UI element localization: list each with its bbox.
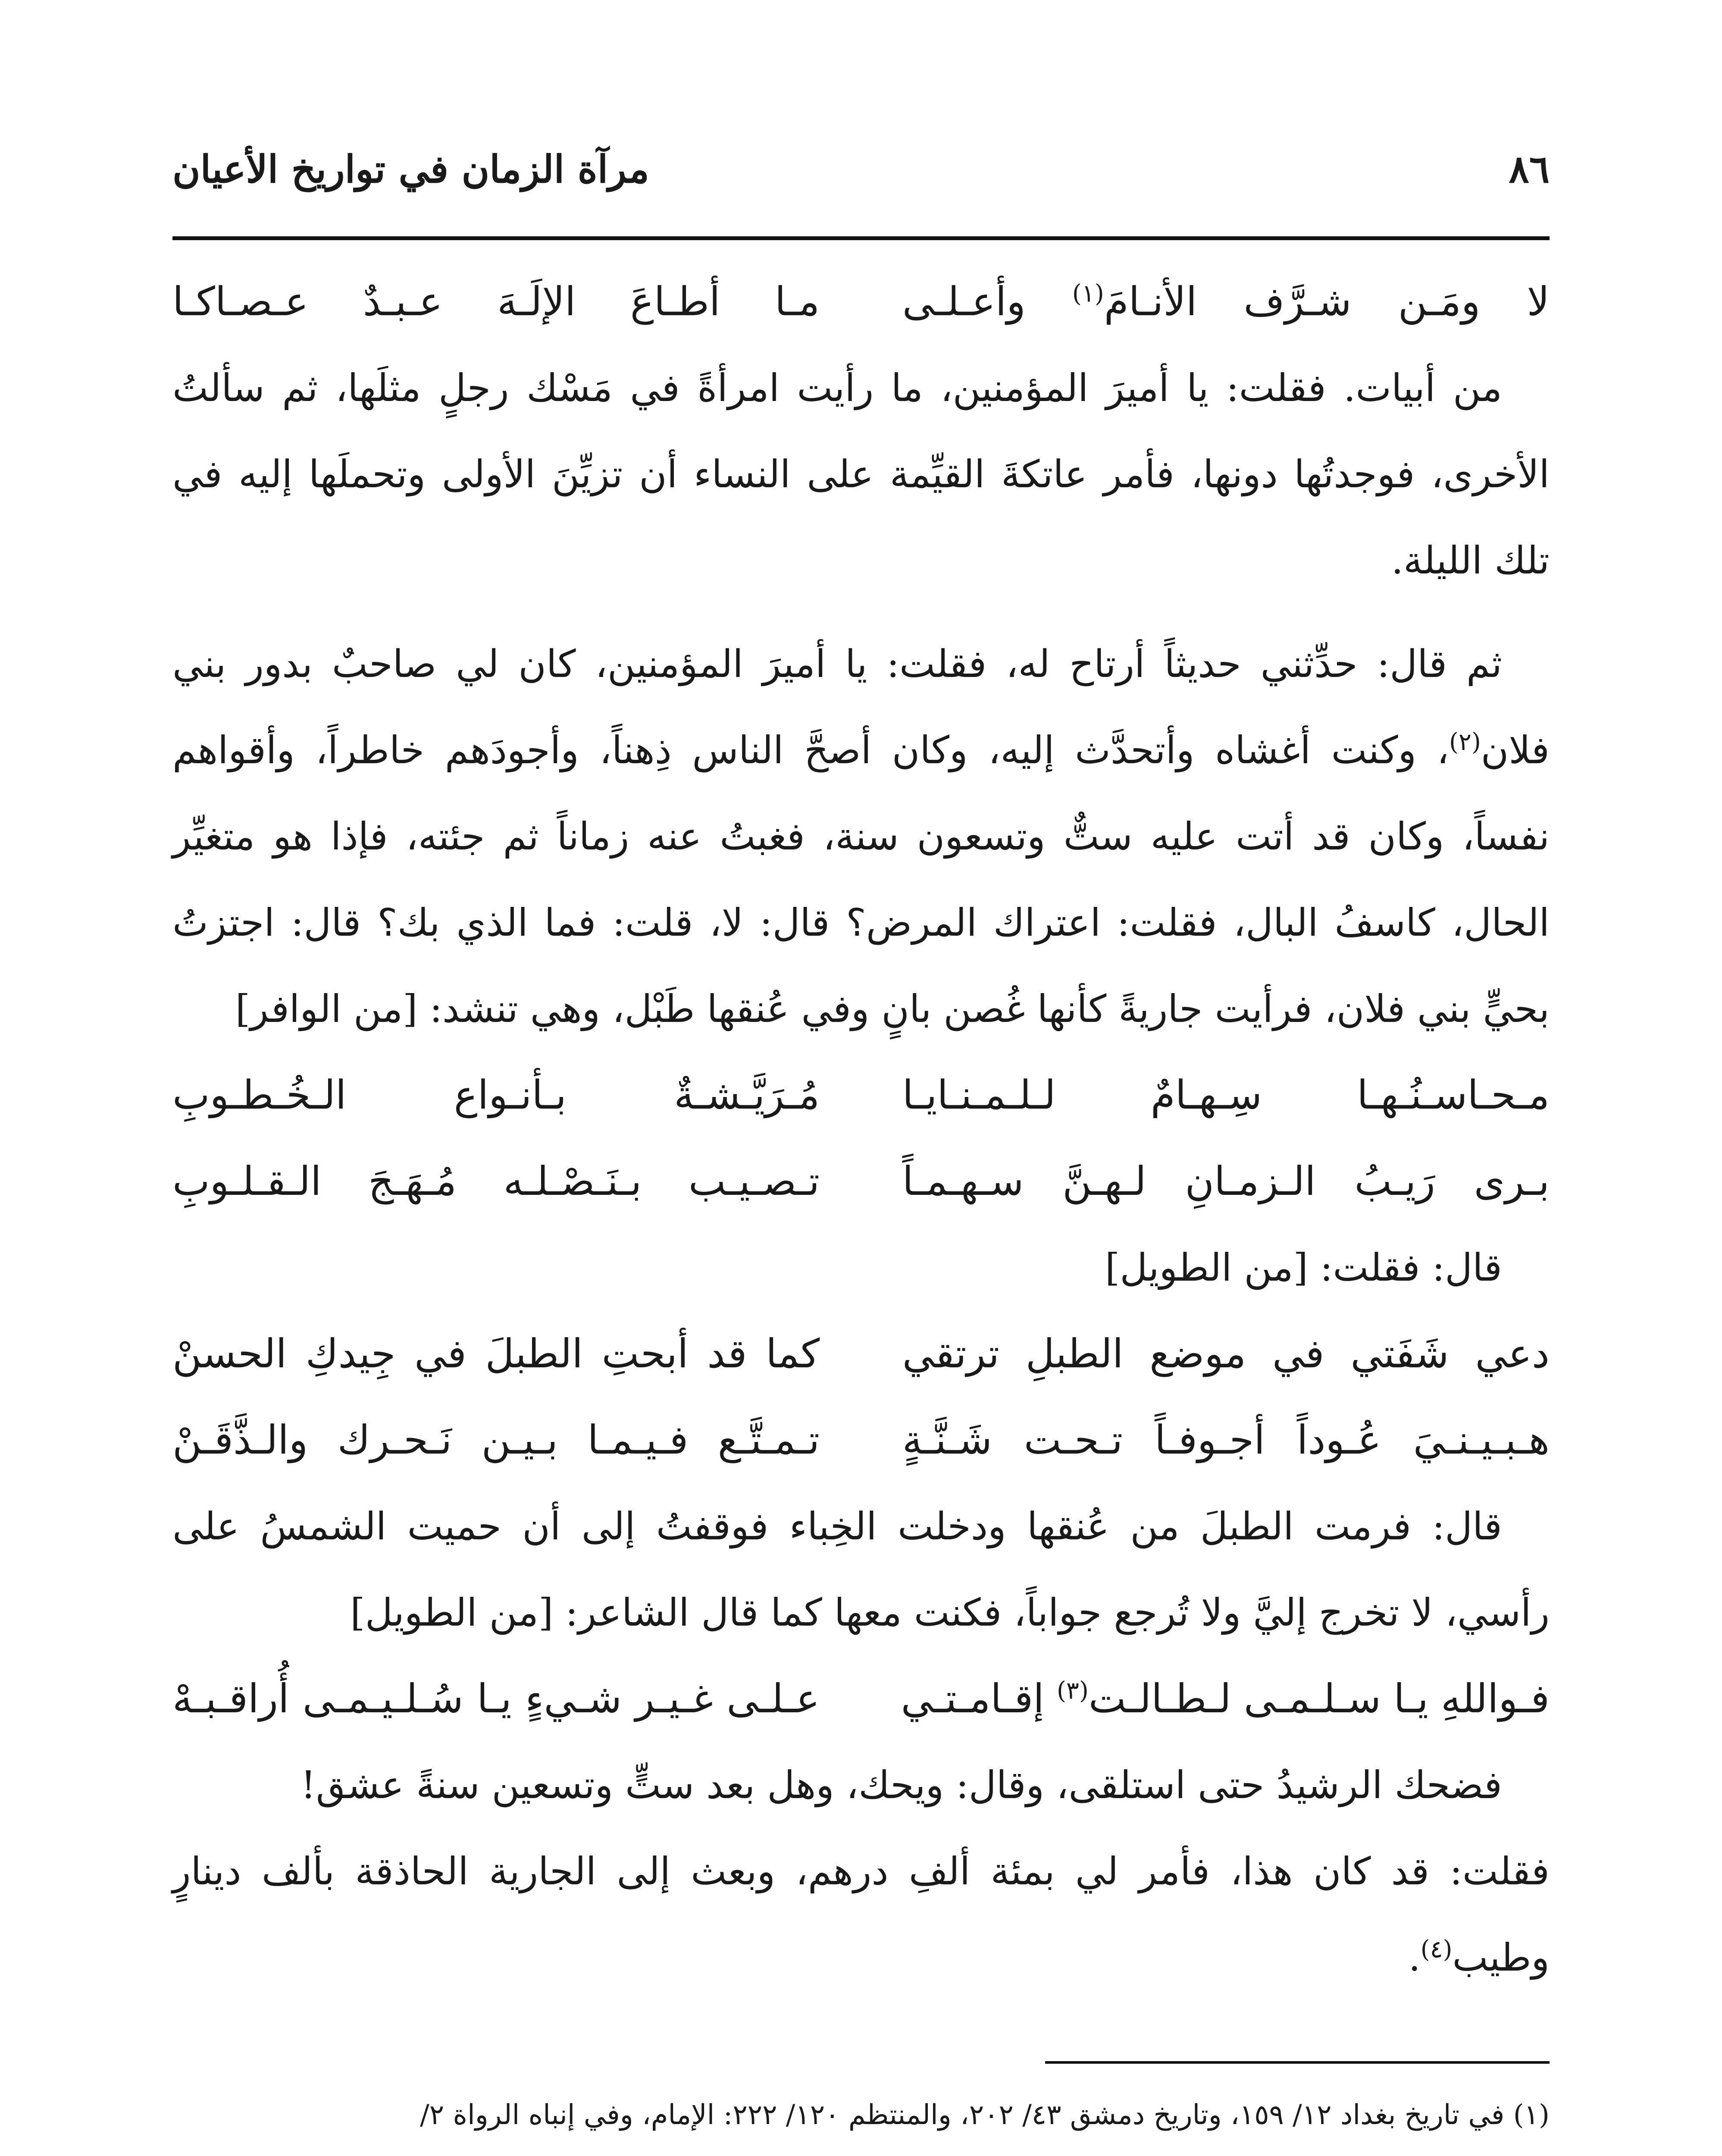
verse-line <box>172 1311 1550 1397</box>
verse-hemistich-first: فـواللهِ يـا سـلـمـى لـطـالـت$^{(٣)}$ إقـامـتـي <box>901 1676 1550 1722</box>
verse-intro: قال: فقلت: [من الطويل] <box>1105 1245 1502 1290</box>
verse-line <box>172 1138 1550 1225</box>
verse-hemistich-first: مـحـاسـنُـهـا سِـهـامٌ لـلـمـنـايـا <box>902 1072 1550 1118</box>
footnote-marker[interactable]: (٢) <box>1449 728 1481 756</box>
verse-hemistich-second: عـلـى غـيـر شـيءٍ يـا سُـلـيـمـى أُراقـبـهْ <box>172 1676 820 1722</box>
verse-hemistich-first: لا ومَـن شـرَّف الأنـامَ$^{(١)}$ وأعـلـى <box>902 279 1550 325</box>
page-number: ٨٦ <box>1509 147 1550 191</box>
verse-line <box>172 1656 1550 1742</box>
paragraph: فضحك الرشيدُ حتى استلقى، وقال: ويحك، وهل بعد ستٍّ وتسعين سنةً عشق! <box>301 1763 1502 1807</box>
verse-hemistich-second: مُـرَيَّـشـةٌ بـأنـواع الـخُـطـوبِ <box>172 1072 820 1118</box>
verse-hemistich-second: كما قد أبحتِ الطبلَ في جِيدكِ الحسنْ <box>172 1331 820 1377</box>
verse-hemistich-first: هـبـيـنـيَ عُـوداً أجـوفـاً تـحـت شَـنَّـةٍ <box>902 1417 1550 1463</box>
footnote-marker[interactable]: (١) <box>1072 279 1104 308</box>
paragraph: فقلت: قد كان هذا، فأمر لي بمئة ألفِ درهم، وبعث إلى الجارية الحاذقة بألف دينارٍ وطيب$^{(٤)}$. <box>172 1849 1550 1980</box>
footnotes <box>172 2083 1550 2156</box>
verse-line <box>172 1052 1550 1138</box>
verse-hemistich-first: دعي شَفَتي في موضع الطبلِ ترتقي <box>902 1331 1550 1377</box>
header-rule <box>172 236 1550 240</box>
verse-hemistich-second: تـصـيـب بـنَـصْـلـه مُـهَـجَ الـقـلـوبِ <box>172 1158 820 1204</box>
paragraph: ثم قال: حدِّثني حديثاً أرتاح له، فقلت: يا أميرَ المؤمنين، كان لي صاحبٌ بدور بني فلان$^{(٢)}$، وكنت أغشاه وأتحدَّث إليه، وكان أصحَّ الناس ذِهناً، وأجودَهم خاطراً، وأقواهم نفساً، وكان قد أتت عليه ستٌّ وتسعون سنة، فغبتُ عنه زماناً ثم جئته، فإذا هو متغيِّر الحال، كاسفُ البال، فقلت: اعتراك المرض؟ قال: لا، قلت: فما الذي بك؟ قال: اجتزتُ بحيٍّ بني فلان، فرأيت جاريةً كأنها غُصن بانٍ وفي عُنقها طَبْل، وهي تنشد: [من الوافر] <box>172 642 1550 1031</box>
page-header <box>172 142 1550 207</box>
verse-line <box>172 1397 1550 1483</box>
verse-hemistich-second: مـا أطـاعَ الإلَـهَ عـبـدٌ عـصـاكـا <box>172 279 820 325</box>
verse-line <box>172 259 1550 345</box>
paragraph: قال: فرمت الطبلَ من عُنقها ودخلت الخِباء فوقفتُ إلى أن حميت الشمسُ على رأسي، لا تخرج إليَّ ولا تُرجع جواباً، فكنت معها كما قال الشاعر: [من الطويل] <box>172 1504 1550 1635</box>
footnote-marker[interactable]: (٣) <box>1057 1677 1089 1705</box>
running-title: مرآة الزمان في تواريخ الأعيان <box>172 147 649 191</box>
main-text <box>172 259 1550 2001</box>
footnote-1-continuation <box>172 2147 1550 2156</box>
footnote-marker[interactable]: (٤) <box>1420 1935 1453 1964</box>
verse-hemistich-first: بـرى رَيـبُ الـزمـانِ لـهـنَّ سـهـمـاً <box>902 1158 1550 1204</box>
verse-hemistich-second: تـمـتَّـع فـيـمـا بـيـن نَـحـرك والـذَّقَـنْ <box>172 1417 820 1463</box>
footnote-1: (١) في تاريخ بغداد ١٢/ ١٥٩، وتاريخ دمشق ٤٣/ ٢٠٢، والمنتظم ١٢٠/ ٢٢٢: الإمام، وفي إنباه الرواة ٢/ <box>420 2099 1550 2131</box>
paragraph: من أبيات. فقلت: يا أميرَ المؤمنين، ما رأيت امرأةً في مَسْك رجلٍ مثلَها، ثم سألتُ الأخرى، فوجدتُها دونها، فأمر عاتكةَ القيِّمة على النساء أن تزيِّنَ الأولى وتحملَها إليه في تلك الليلة. <box>172 366 1550 583</box>
